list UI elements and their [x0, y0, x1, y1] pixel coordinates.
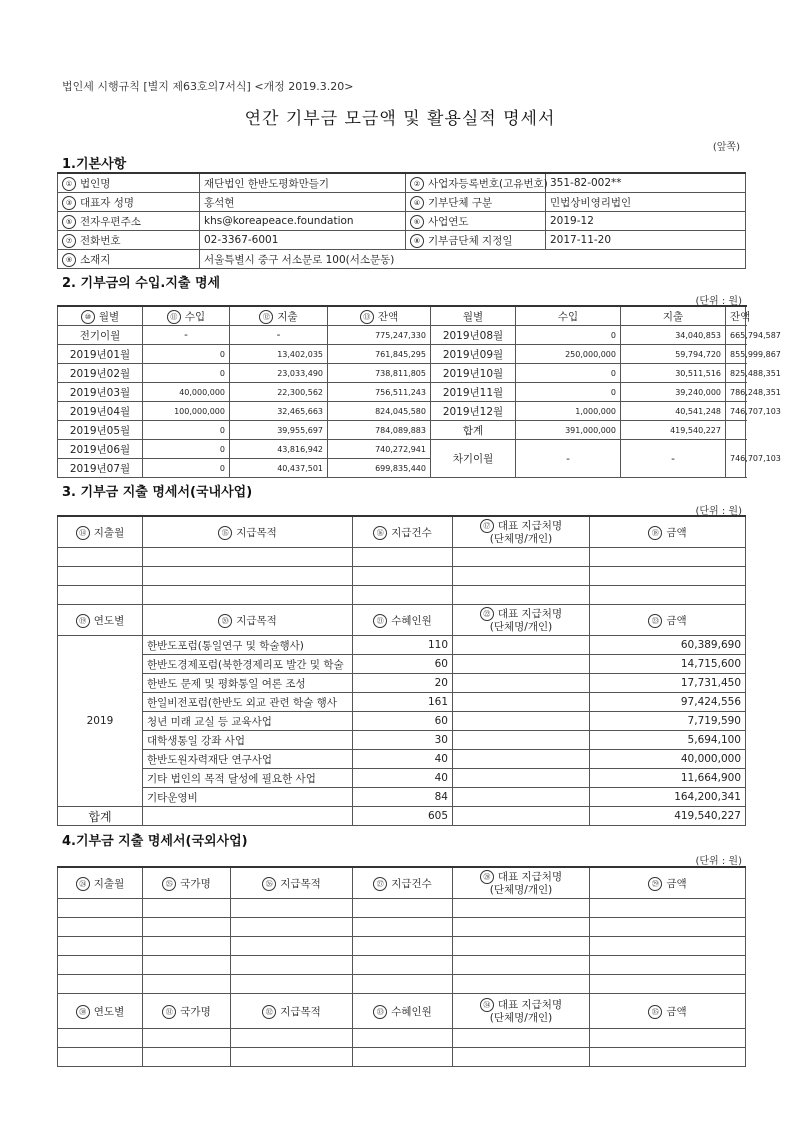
- section4-title: 4.기부금 지출 명세서(국외사업): [62, 834, 248, 849]
- amount-cell: 60,389,690: [590, 636, 746, 655]
- table-row: [58, 769, 746, 788]
- table-row: [58, 636, 746, 655]
- table-row: [58, 364, 746, 383]
- cell: 2019년06월: [58, 440, 143, 459]
- col-recipient: ⑰ 대표 지급처명 (단체명/개인): [453, 516, 590, 548]
- field-value: 재단법인 한반도평화만들기: [200, 173, 406, 193]
- count-cell: 20: [353, 674, 453, 693]
- field-value: 2017-11-20: [546, 231, 746, 250]
- total-label: 합계: [58, 807, 143, 826]
- empty-row: [58, 918, 746, 937]
- col-count: ㉗ 지급건수: [353, 867, 453, 899]
- purpose-cell: 기타 법인의 목적 달성에 필요한 사업: [143, 769, 353, 788]
- domestic-header-b: [58, 605, 746, 636]
- cell: 746,707,103: [726, 402, 746, 421]
- cell: 761,845,295: [328, 345, 431, 364]
- cell: 746,707,103: [726, 440, 746, 478]
- col-purpose: ㉜ 지급목적: [231, 994, 353, 1029]
- cell: 30,511,516: [621, 364, 726, 383]
- purpose-cell: 한반도포럼(통일연구 및 학술행사): [143, 636, 353, 655]
- cell: 0: [516, 383, 621, 402]
- count-cell: 60: [353, 712, 453, 731]
- empty-row: [58, 1048, 746, 1067]
- empty-row: [58, 956, 746, 975]
- table-row: [58, 345, 746, 364]
- field-label: ② 사업자등록번호(고유번호): [406, 173, 546, 193]
- field-value: 351-82-002**: [546, 173, 746, 193]
- col-purpose: ⑳ 지급목적: [143, 605, 353, 636]
- field-label: ① 법인명: [58, 173, 200, 193]
- empty-row: [58, 586, 746, 605]
- overseas-header-b: [58, 994, 746, 1029]
- col-purpose: ⑮ 지급목적: [143, 516, 353, 548]
- table-row: [58, 383, 746, 402]
- purpose-cell: 대학생통일 강좌 사업: [143, 731, 353, 750]
- cell: 39,240,000: [621, 383, 726, 402]
- domestic-header-a: [58, 516, 746, 548]
- purpose-cell: 한반도 문제 및 평화통일 여론 조성: [143, 674, 353, 693]
- field-label: ④ 기부단체 구분: [406, 193, 546, 212]
- domestic-table: [57, 515, 746, 826]
- purpose-cell: 한일비전포럼(한반도 외교 관련 학술 행사: [143, 693, 353, 712]
- cell: 2019년10월: [431, 364, 516, 383]
- amount-cell: 97,424,556: [590, 693, 746, 712]
- cell: 2019년11월: [431, 383, 516, 402]
- col-amount: ⑱ 금액: [590, 516, 746, 548]
- table-row: [58, 693, 746, 712]
- cell: 786,248,351: [726, 383, 746, 402]
- table-row: [58, 655, 746, 674]
- cell: 40,541,248: [621, 402, 726, 421]
- cell: 1,000,000: [516, 402, 621, 421]
- col-country: ㉛ 국가명: [143, 994, 231, 1029]
- amount-cell: 11,664,900: [590, 769, 746, 788]
- col-month: ⑩ 월별: [58, 306, 143, 326]
- field-value: 02-3367-6001: [200, 231, 406, 250]
- cell: 43,816,942: [230, 440, 328, 459]
- col-income2: 수입: [516, 306, 621, 326]
- count-cell: 110: [353, 636, 453, 655]
- cell: 13,402,035: [230, 345, 328, 364]
- field-label: ③ 대표자 성명: [58, 193, 200, 212]
- overseas-table: [57, 866, 746, 1067]
- cell: 2019년12월: [431, 402, 516, 421]
- address-row: [58, 250, 746, 269]
- table-row: [58, 402, 746, 421]
- count-cell: 161: [353, 693, 453, 712]
- section1-title: 1.기본사항: [62, 157, 127, 172]
- section2-unit: (단위 : 원): [695, 296, 742, 307]
- cell: 0: [516, 326, 621, 345]
- table-row: [58, 750, 746, 769]
- field-value: 2019-12: [546, 212, 746, 231]
- empty-row: [58, 548, 746, 567]
- cell: 전기이월: [58, 326, 143, 345]
- year-cell: 2019: [58, 636, 143, 807]
- cell: 2019년02월: [58, 364, 143, 383]
- cell: -: [516, 440, 621, 478]
- col-recipient: ㉞ 대표 지급처명 (단체명/개인): [453, 994, 590, 1029]
- cell: 0: [143, 364, 230, 383]
- document-title: 연간 기부금 모금액 및 활용실적 명세서: [244, 109, 556, 129]
- col-balance2: 잔액: [726, 306, 746, 326]
- col-amount: ㉟ 금액: [590, 994, 746, 1029]
- col-balance: ⑬ 잔액: [328, 306, 431, 326]
- col-amount: ㉙ 금액: [590, 867, 746, 899]
- income-header-row: [58, 306, 746, 326]
- col-expense2: 지출: [621, 306, 726, 326]
- cell: 100,000,000: [143, 402, 230, 421]
- cell: 2019년08월: [431, 326, 516, 345]
- basic-row: [58, 173, 746, 193]
- cell: 0: [143, 345, 230, 364]
- table-row: [58, 440, 746, 459]
- total-row: [58, 807, 746, 826]
- cell: 0: [143, 421, 230, 440]
- cell: 784,089,883: [328, 421, 431, 440]
- cell: 0: [516, 364, 621, 383]
- address-value: 서울특별시 중구 서소문로 100(서소문동): [200, 250, 746, 269]
- amount-cell: 7,719,590: [590, 712, 746, 731]
- empty-row: [58, 975, 746, 994]
- section2-title: 2. 기부금의 수입.지출 명세: [62, 276, 221, 291]
- cell: -: [621, 440, 726, 478]
- cell: 23,033,490: [230, 364, 328, 383]
- cell: 665,794,587: [726, 326, 746, 345]
- total-label: 합계: [431, 421, 516, 440]
- basic-row: [58, 193, 746, 212]
- empty-row: [58, 567, 746, 586]
- page-side: (앞쪽): [712, 142, 740, 153]
- amount-cell: 5,694,100: [590, 731, 746, 750]
- col-month: ㉔ 지출월: [58, 867, 143, 899]
- col-income: ⑪ 수입: [143, 306, 230, 326]
- overseas-header-a: [58, 867, 746, 899]
- purpose-cell: 한반도원자력재단 연구사업: [143, 750, 353, 769]
- basic-row: [58, 212, 746, 231]
- purpose-cell: 청년 미래 교실 등 교육사업: [143, 712, 353, 731]
- section4-unit: (단위 : 원): [695, 856, 742, 867]
- field-value: khs@koreapeace.foundation: [200, 212, 406, 231]
- count-cell: 84: [353, 788, 453, 807]
- count-cell: 60: [353, 655, 453, 674]
- col-beneficiaries: ㉝ 수혜인원: [353, 994, 453, 1029]
- cell: 2019년05월: [58, 421, 143, 440]
- total-count: 605: [353, 807, 453, 826]
- basic-info-table: [57, 172, 746, 269]
- carry-label: 차기이월: [431, 440, 516, 478]
- cell: [726, 421, 746, 440]
- cell: 699,835,440: [328, 459, 431, 478]
- count-cell: 30: [353, 731, 453, 750]
- cell: -: [230, 326, 328, 345]
- cell: 740,272,941: [328, 440, 431, 459]
- cell: 2019년09월: [431, 345, 516, 364]
- cell: 775,247,330: [328, 326, 431, 345]
- cell: 40,000,000: [143, 383, 230, 402]
- field-label: ⑦ 전화번호: [58, 231, 200, 250]
- purpose-cell: 기타운영비: [143, 788, 353, 807]
- table-row: [58, 731, 746, 750]
- regulation-line: 법인세 시행규칙 [별지 제63호의7서식] <개정 2019.3.20>: [62, 80, 354, 93]
- cell: 22,300,562: [230, 383, 328, 402]
- empty-row: [58, 899, 746, 918]
- field-label: ⑨ 소재지: [58, 250, 200, 269]
- section3-unit: (단위 : 원): [695, 506, 742, 517]
- cell: 0: [143, 440, 230, 459]
- table-row: [58, 712, 746, 731]
- amount-cell: 40,000,000: [590, 750, 746, 769]
- cell: 34,040,853: [621, 326, 726, 345]
- section3-title: 3. 기부금 지출 명세서(국내사업): [62, 485, 253, 500]
- field-label: ⑧ 기부금단체 지정일: [406, 231, 546, 250]
- col-expense: ⑫ 지출: [230, 306, 328, 326]
- col-recipient: ㉒ 대표 지급처명 (단체명/개인): [453, 605, 590, 636]
- field-value: 홍석현: [200, 193, 406, 212]
- col-year: ⑲ 연도별: [58, 605, 143, 636]
- cell: 2019년07월: [58, 459, 143, 478]
- count-cell: 40: [353, 750, 453, 769]
- cell: 855,999,867: [726, 345, 746, 364]
- col-country: ㉕ 국가명: [143, 867, 231, 899]
- purpose-cell: 한반도경제포럼(북한경제리포 발간 및 학술: [143, 655, 353, 674]
- cell: 419,540,227: [621, 421, 726, 440]
- col-amount: ㉓ 금액: [590, 605, 746, 636]
- col-count: ⑯ 지급건수: [353, 516, 453, 548]
- table-row: [58, 788, 746, 807]
- basic-row: [58, 231, 746, 250]
- amount-cell: 17,731,450: [590, 674, 746, 693]
- cell: 0: [143, 459, 230, 478]
- count-cell: 40: [353, 769, 453, 788]
- cell: 825,488,351: [726, 364, 746, 383]
- amount-cell: 164,200,341: [590, 788, 746, 807]
- cell: 2019년03월: [58, 383, 143, 402]
- col-purpose: ㉖ 지급목적: [231, 867, 353, 899]
- cell: 32,465,663: [230, 402, 328, 421]
- income-expense-table: [57, 305, 781, 478]
- cell: -: [143, 326, 230, 345]
- cell: 39,955,697: [230, 421, 328, 440]
- cell: 2019년04월: [58, 402, 143, 421]
- cell: 756,511,243: [328, 383, 431, 402]
- cell: 2019년01월: [58, 345, 143, 364]
- col-beneficiaries: ㉑ 수혜인원: [353, 605, 453, 636]
- cell: 738,811,805: [328, 364, 431, 383]
- cell: 40,437,501: [230, 459, 328, 478]
- cell: 59,794,720: [621, 345, 726, 364]
- col-month2: 월별: [431, 306, 516, 326]
- cell: 391,000,000: [516, 421, 621, 440]
- empty-row: [58, 937, 746, 956]
- table-row: [58, 674, 746, 693]
- table-row: [58, 421, 746, 440]
- col-recipient: ㉘ 대표 지급처명 (단체명/개인): [453, 867, 590, 899]
- field-label: ⑤ 전자우편주소: [58, 212, 200, 231]
- empty-row: [58, 1029, 746, 1048]
- cell: 824,045,580: [328, 402, 431, 421]
- col-year: ㉚ 연도별: [58, 994, 143, 1029]
- col-month: ⑭ 지출월: [58, 516, 143, 548]
- cell: 250,000,000: [516, 345, 621, 364]
- field-value: 민법상비영리법인: [546, 193, 746, 212]
- total-amount: 419,540,227: [590, 807, 746, 826]
- field-label: ⑥ 사업연도: [406, 212, 546, 231]
- table-row: [58, 326, 746, 345]
- amount-cell: 14,715,600: [590, 655, 746, 674]
